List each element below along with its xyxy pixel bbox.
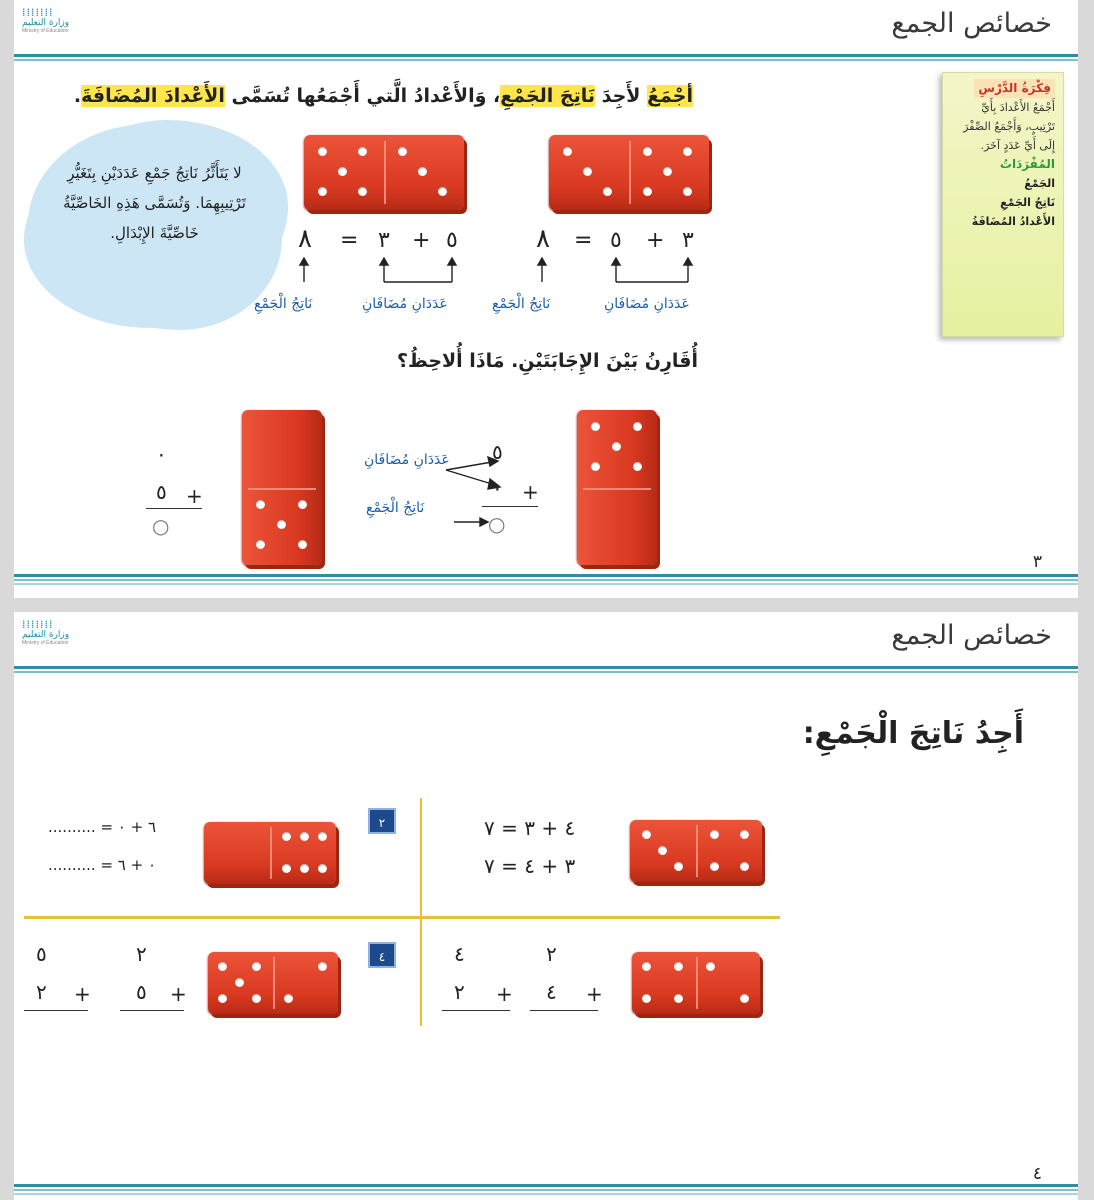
domino-5-0-vertical (577, 410, 657, 565)
logo-dots-icon: ⁞⁞⁞⁞⁞⁞⁞ (22, 618, 54, 631)
slide-page-4 (14, 612, 1078, 1200)
grid-vertical-line (420, 798, 422, 1026)
q3a-bottom: ٤ (546, 980, 557, 1004)
eq-right-addend-b: ٥ (610, 228, 622, 253)
logo-text: وزارة التعليم (22, 630, 70, 640)
eq-right-plus: + (646, 228, 665, 253)
q1-equation-1: ٤ + ٣ = ٧ (484, 816, 576, 840)
eq-left-addend-b: ٣ (378, 228, 390, 253)
domino-0-6 (204, 822, 336, 884)
vert-label-addends: عَدَدَانِ مُضَافَانِ (364, 452, 450, 468)
logo-dots-icon: ⁞⁞⁞⁞⁞⁞⁞ (22, 6, 54, 19)
q3b-line (442, 1010, 510, 1011)
idea-title: فِكْرَةُ الدَّرْسِ (974, 79, 1055, 98)
eq-right-addend-a: ٣ (682, 228, 694, 253)
header-band (14, 666, 1078, 673)
vert-left-top: ٠ (156, 442, 167, 466)
domino-0-5-vertical (242, 410, 322, 565)
eq-left-equals: = (340, 228, 359, 253)
slide-page-3 (14, 0, 1078, 598)
question-number-badge: ٢ (368, 808, 396, 834)
intro-text-2: ، وَالأَعْدادُ الَّتي أَجْمَعُها تُسَمَّى (224, 85, 501, 107)
q4a-bottom: ٥ (136, 980, 147, 1004)
q4b-top: ٥ (36, 942, 47, 966)
vert-label-sum: نَاتِجُ الْجَمْعِ (366, 500, 425, 516)
eq-right-equals: = (574, 228, 593, 253)
compare-question: أُقَارِنُ بَيْنَ الإِجَابَتَيْنِ. مَاذَا أُلاحِظُ؟ (396, 350, 698, 372)
vocab-item: نَاتِجُ الجَمْعِ (1000, 196, 1055, 209)
logo-english-text: Ministry of Education (22, 28, 69, 34)
q2-equation-1: ٦ + ٠ = .......... (48, 818, 157, 836)
label-sum-left: نَاتِجُ الْجَمْعِ (254, 296, 313, 312)
q4b-line (24, 1010, 88, 1011)
eq-left-addend-a: ٥ (446, 228, 458, 253)
q3a-plus: + (586, 982, 603, 1006)
vert-left-line (146, 508, 202, 509)
label-sum-right: نَاتِجُ الْجَمْعِ (492, 296, 551, 312)
grid-horizontal-line (24, 916, 780, 919)
vocab-item: الأَعْدادُ المُضَافَةُ (971, 215, 1055, 228)
intro-text-1: لأَجِدَ (595, 85, 648, 107)
ministry-logo (22, 620, 94, 664)
domino-5-2 (208, 952, 338, 1014)
vert-right-bottom: ٠ (492, 476, 503, 500)
q3a-top: ٢ (546, 942, 557, 966)
q4b-bottom: ٢ (36, 980, 47, 1004)
cloud-text: لا يَتَأَثَّرُ نَاتِجُ جَمْعِ عَدَدَيْنِ بِتَغَيُّرِ تَرْتِيبِهِمَا. وَتُسَمَّى هَذِهِ الخَاصِّيَّةُ خَاصِّيَّةَ الإِبْدَالِ. (63, 164, 246, 242)
q3b-plus: + (496, 982, 513, 1006)
q1-equation-2: ٣ + ٤ = ٧ (484, 854, 576, 878)
q4b-plus: + (74, 982, 91, 1006)
eq-right-result: ٨ (536, 224, 550, 254)
exercise-heading: أَجِدُ نَاتِجَ الْجَمْعِ: (802, 716, 1024, 751)
page-number: ٤ (1032, 1164, 1042, 1184)
footer-band (14, 1184, 1078, 1195)
vert-left-bottom: ٥ (156, 480, 167, 504)
vert-left-result: ○ (152, 514, 170, 538)
intro-word-add: أجْمَعُ (647, 85, 693, 107)
slide-title: خصائص الجمع (891, 620, 1052, 651)
vert-right-line (482, 506, 538, 507)
question-number-badge: ٤ (368, 942, 396, 968)
logo-text: وزارة التعليم (22, 18, 70, 28)
vocab-title: المُفْرَدَاتُ (999, 157, 1055, 171)
label-addends-left: عَدَدَانِ مُضَافَانِ (362, 296, 448, 312)
label-addends-right: عَدَدَانِ مُضَافَانِ (604, 296, 690, 312)
q2-equation-2: ٠ + ٦ = .......... (48, 856, 157, 874)
domino-4-2 (632, 952, 760, 1014)
vocab-item: الجَمْعُ (1024, 177, 1055, 190)
q3b-bottom: ٢ (454, 980, 465, 1004)
idea-text: أَجْمَعُ الأَعْدادَ بِأَيِّ تَرْتِيبٍ، وَأَجْمَعُ الصِّفْرَ إِلَى أَيِّ عَدَدٍ آخَرَ. (963, 101, 1055, 152)
intro-period: . (73, 85, 82, 107)
page-number: ٣ (1032, 552, 1042, 572)
q4a-plus: + (170, 982, 187, 1006)
footer-band (14, 574, 1078, 585)
vert-right-plus: + (522, 480, 539, 504)
logo-english-text: Ministry of Education (22, 640, 69, 646)
q3b-top: ٤ (454, 942, 465, 966)
vert-right-result: ○ (488, 512, 506, 536)
q4a-line (120, 1010, 184, 1011)
eq-left-result: ٨ (298, 224, 312, 254)
eq-left-plus: + (412, 228, 431, 253)
q3a-line (530, 1010, 598, 1011)
domino-3-4 (630, 820, 762, 882)
vert-left-plus: + (186, 484, 203, 508)
intro-term-sum: نَاتِجَ الجَمْعِ (500, 85, 596, 107)
q4a-top: ٢ (136, 942, 147, 966)
vert-right-top: ٥ (492, 440, 503, 464)
intro-term-addends: الأَعْدادَ المُضَافَةَ (81, 85, 225, 107)
slide-title: خصائص الجمع (891, 8, 1052, 39)
